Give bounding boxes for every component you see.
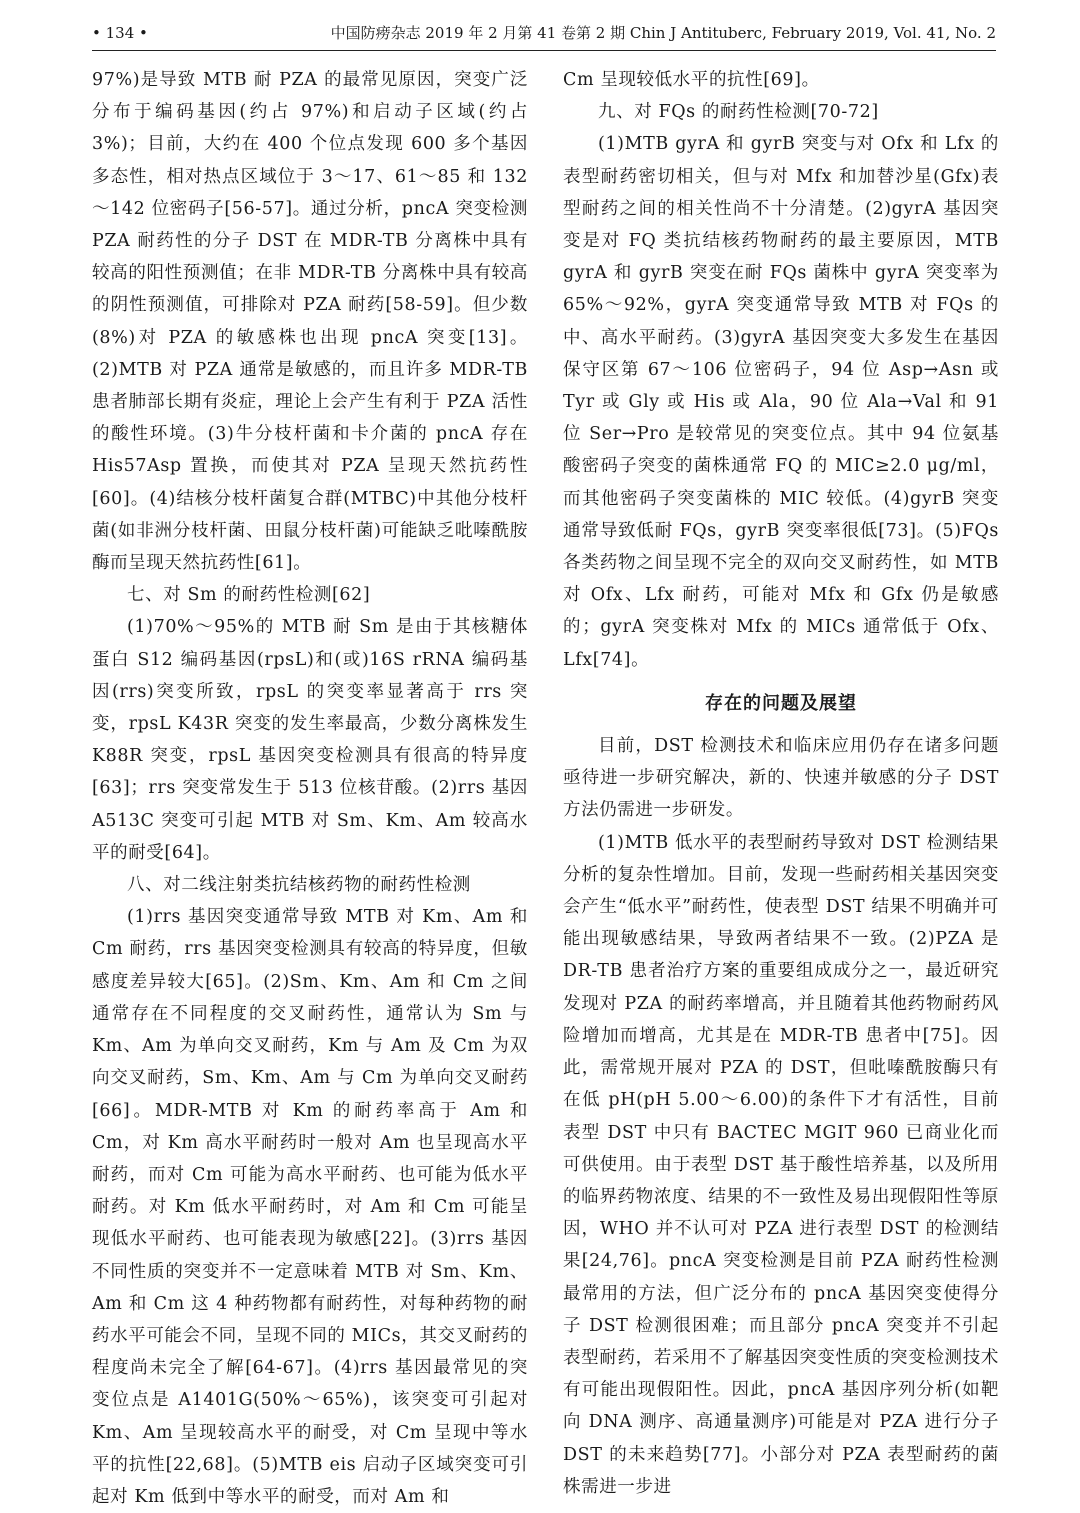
paragraph-pza-continued: 97%)是导致 MTB 耐 PZA 的最常见原因，突变广泛分布于编码基因(约占 97%)和启动子区域(约占 3%)；目前，大约在 400 个位点发现 600 多个基因多态性，相对热点区域位于 3～17、61～85 和 132～142 位密码子[56-57]。通过分析，pncA 突变检测 PZA 耐药性的分子 DST 在 MDR-TB 分离株中具有较高的阳性预测值；在非 MDR-TB 分离株中具有较高的阴性预测值，可排除对 PZA 耐药[58-59]。但少数(8%)对 PZA 的敏感株也出现 pncA 突变[13]。(2)MTB 对 PZA 通常是敏感的，而且许多 MDR-TB 患者肺部长期有炎症，理论上会产生有利于 PZA 活性的酸性环境。(3)牛分枝杆菌和卡介菌的 pncA 存在 His57Asp 置换，而使其对 PZA 呈现天然抗药性[60]。(4)结核分枝杆菌复合群(MTBC)中其他分枝杆菌(如非洲分枝杆菌、田鼠分枝杆菌)可能缺乏吡嗪酰胺酶而呈现天然抗药性[61]。: [92, 70, 528, 574]
page-number: • 134 •: [92, 24, 148, 42]
paragraph-outlook-intro: 目前，DST 检测技术和临床应用仍存在诸多问题亟待进一步研究解决，新的、快速并敏感的分子 DST 方法仍需进一步研发。: [563, 736, 999, 821]
running-header: [92, 18, 996, 48]
journal-citation: 中国防痨杂志 2019 年 2 月第 41 卷第 2 期 Chin J Antituberc, February 2019, Vol. 41, No. 2: [330, 24, 996, 42]
left-column: [92, 64, 528, 1513]
section-heading-fqs: 九、对 FQs 的耐药性检测[70-72]: [598, 102, 879, 123]
right-column: [563, 64, 999, 1503]
paragraph-outlook-details: (1)MTB 低水平的表型耐药导致对 DST 检测结果分析的复杂性增加。目前，发现一些耐药相关基因突变会产生“低水平”耐药性，使表型 DST 结果不明确并可能出现敏感结果，导致两者结果不一致。(2)PZA 是 DR-TB 患者治疗方案的重要组成成分之一，最近研究发现对 PZA 的耐药率增高，并且随着其他药物耐药风险增加而增高，尤其是在 MDR-TB 患者中[75]。因此，需常规开展对 PZA 的 DST，但吡嗪酰胺酶只有在低 pH(pH 5.00～6.00)的条件下才有活性，目前表型 DST 中只有 BACTEC MGIT 960 已商业化而可供使用。由于表型 DST 基于酸性培养基，以及所用的临界药物浓度、结果的不一致性及易出现假阳性等原因，WHO 并不认可对 PZA 进行表型 DST 的检测结果[24,76]。pncA 突变检测是目前 PZA 耐药性检测最常用的方法，但广泛分布的 pncA 基因突变使得分子 DST 检测很困难；而且部分 pncA 突变并不引起表型耐药，若采用不了解基因突变性质的突变检测技术有可能出现假阳性。因此，pncA 基因序列分析(如靶向 DNA 测序、高通量测序)可能是对 PZA 进行分子 DST 的未来趋势[77]。小部分对 PZA 表型耐药的菌株需进一步进: [563, 832, 999, 1497]
section-heading-sm: 七、对 Sm 的耐药性检测[62]: [127, 585, 371, 606]
paragraph-fqs: (1)MTB gyrA 和 gyrB 突变与对 Ofx 和 Lfx 的表型耐药密切相关，但与对 Mfx 和加替沙星(Gfx)表型耐药之间的相关性尚不十分清楚。(2)gyrA 基因突变是对 FQ 类抗结核药物耐药的最主要原因，MTB gyrA 和 gyrB 突变在耐 FQs 菌株中 gyrA 突变率为 65%～92%，gyrA 突变通常导致 MTB 对 FQs 的中、高水平耐药。(3)gyrA 基因突变大多发生在基因保守区第 67～106 位密码子，94 位 Asp→Asn 或 Tyr 或 Gly 或 His 或 Ala，90 位 Ala→Val 和 91 位 Ser→Pro 是较常见的突变位点。其中 94 位氨基酸密码子突变的菌株通常 FQ 的 MIC≥2.0 μg/ml，而其他密码子突变菌株的 MIC 较低。(4)gyrB 突变通常导致低耐 FQs，gyrB 突变率很低[73]。(5)FQs 各类药物之间呈现不完全的双向交叉耐药性，如 MTB 对 Ofx、Lfx 耐药，可能对 Mfx 和 Gfx 仍是敏感的；gyrA 突变株对 Mfx 的 MICs 通常低于 Ofx、Lfx[74]。: [563, 134, 999, 670]
section-title-problems-outlook: 存在的问题及展望: [705, 692, 857, 714]
paragraph-sm: (1)70%～95%的 MTB 耐 Sm 是由于其核糖体蛋白 S12 编码基因(rpsL)和(或)16S rRNA 编码基因(rrs)突变所致，rpsL 的突变率显著高于 rrs 突变，rpsL K43R 突变的发生率最高，少数分离株发生 K88R 突变，rpsL 基因突变检测具有很高的特异度[63]；rrs 突变常发生于 513 位核苷酸。(2)rrs 基因 A513C 突变可引起 MTB 对 Sm、Km、Am 较高水平的耐受[64]。: [92, 617, 528, 863]
header-rule: [92, 50, 996, 51]
section-heading-injectables: 八、对二线注射类抗结核药物的耐药性检测: [127, 875, 471, 896]
paragraph-cm-continued: Cm 呈现较低水平的抗性[69]。: [563, 70, 820, 90]
paragraph-injectables: (1)rrs 基因突变通常导致 MTB 对 Km、Am 和 Cm 耐药，rrs 基因突变检测具有较高的特异度，但敏感度差异较大[65]。(2)Sm、Km、Am 和 Cm 之间通常存在不同程度的交叉耐药性，通常认为 Sm 与 Km、Am 为单向交叉耐药，Km 与 Am 及 Cm 为双向交叉耐药，Sm、Km、Am 与 Cm 为单向交叉耐药[66]。MDR-MTB 对 Km 的耐药率高于 Am 和 Cm，对 Km 高水平耐药时一般对 Am 也呈现高水平耐药，而对 Cm 可能为高水平耐药、也可能为低水平耐药。对 Km 低水平耐药时，对 Am 和 Cm 可能呈现低水平耐药、也可能表现为敏感[22]。(3)rrs 基因不同性质的突变并不一定意味着 MTB 对 Sm、Km、Am 和 Cm 这 4 种药物都有耐药性，对每种药物的耐药水平可能会不同，呈现不同的 MICs，其交叉耐药的程度尚未完全了解[64-67]。(4)rrs 基因最常见的突变位点是 A1401G(50%～65%)，该突变可引起对 Km、Am 呈现较高水平的耐受，对 Cm 呈现中等水平的抗性[22,68]。(5)MTB eis 启动子区域突变可引起对 Km 低到中等水平的耐受，而对 Am 和: [92, 907, 528, 1507]
